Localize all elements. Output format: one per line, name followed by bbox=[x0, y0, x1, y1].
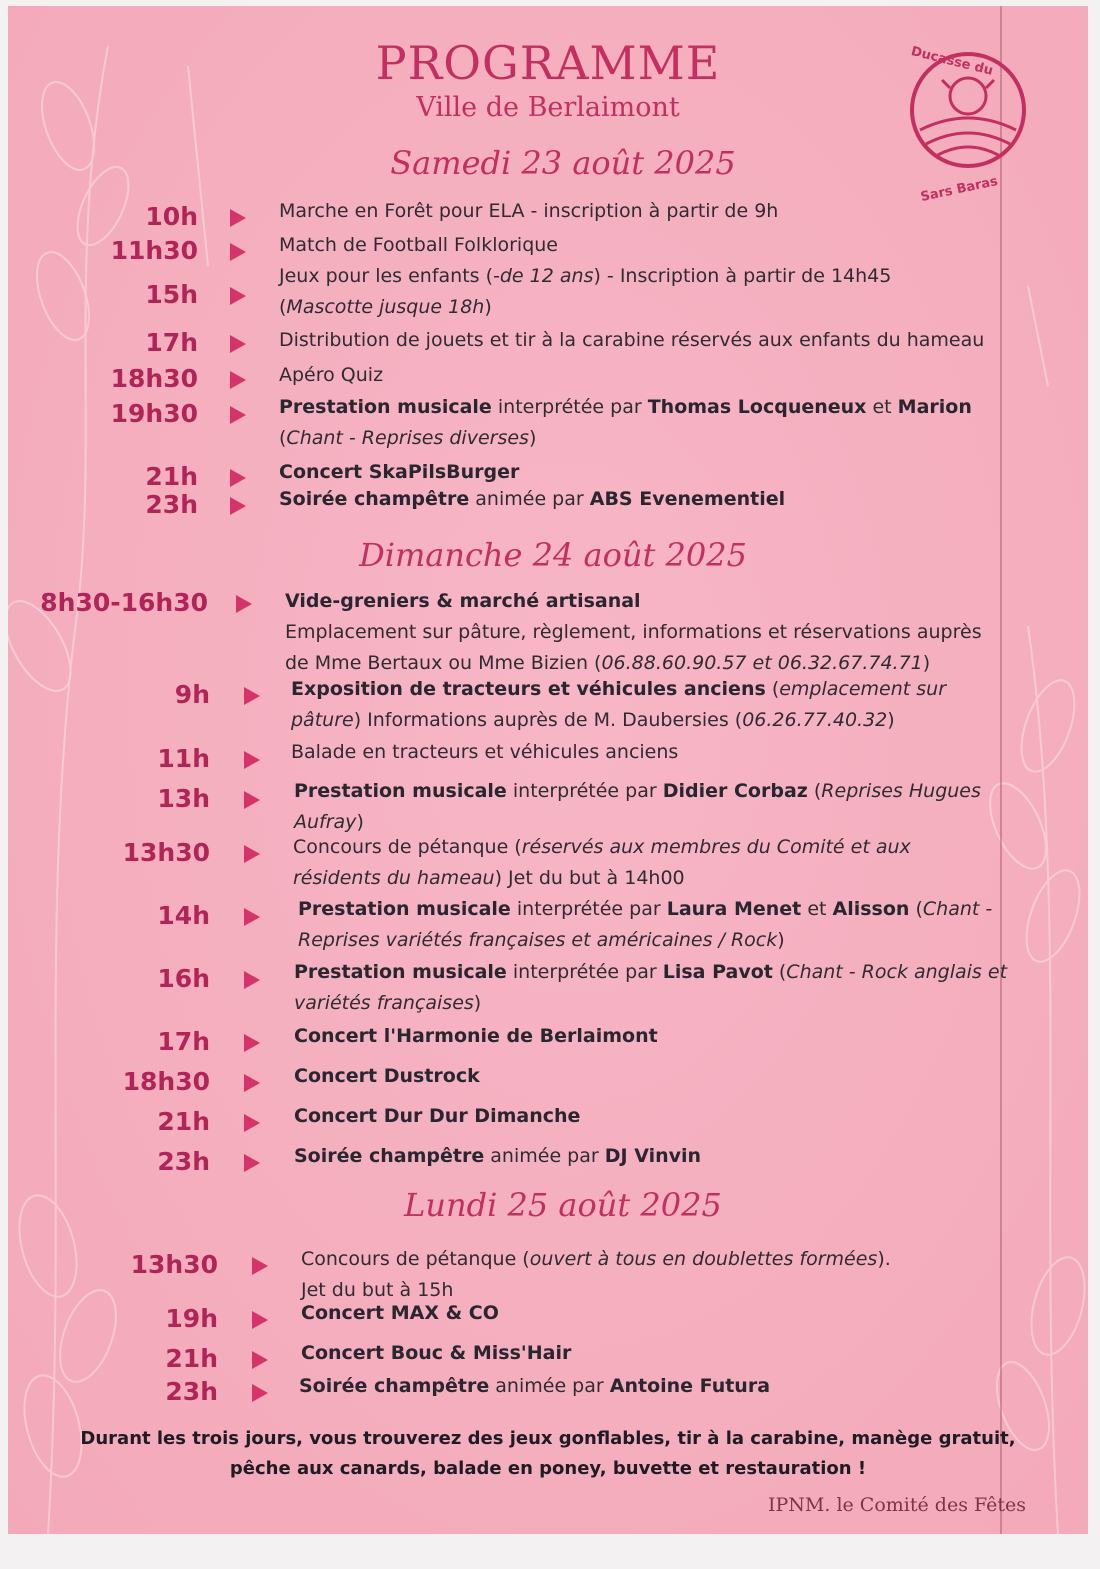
play-arrow-icon bbox=[244, 845, 260, 863]
poster bbox=[8, 6, 1088, 1534]
page-subtitle: Ville de Berlaimont bbox=[416, 92, 680, 123]
play-arrow-icon bbox=[244, 971, 260, 989]
footer-note bbox=[68, 1424, 1028, 1484]
play-arrow-icon bbox=[230, 406, 246, 424]
play-arrow-icon bbox=[244, 1034, 260, 1052]
event-description: Match de Football Folklorique bbox=[279, 234, 558, 256]
event-description: Apéro Quiz bbox=[279, 364, 384, 386]
play-arrow-icon bbox=[244, 1154, 260, 1172]
day-heading-saturday: Samedi 23 août 2025 bbox=[390, 144, 736, 182]
event-time: 21h bbox=[157, 1107, 210, 1136]
event-description: Soirée champêtre animée par DJ Vinvin bbox=[294, 1145, 702, 1167]
event-description: Prestation musicale interprétée par Laura Menet et Alisson (Chant - Reprises variétés françaises et américaines / Rock) bbox=[298, 898, 993, 951]
play-arrow-icon bbox=[244, 1074, 260, 1092]
play-arrow-icon bbox=[252, 1384, 268, 1402]
event-time: 17h bbox=[145, 328, 198, 357]
play-arrow-icon bbox=[230, 209, 246, 227]
day-heading-sunday: Dimanche 24 août 2025 bbox=[359, 536, 747, 574]
play-arrow-icon bbox=[230, 497, 246, 515]
event-description: Concert Dustrock bbox=[294, 1065, 480, 1087]
play-arrow-icon bbox=[244, 908, 260, 926]
play-arrow-icon bbox=[230, 243, 246, 261]
event-time: 13h30 bbox=[122, 838, 210, 867]
event-description: Soirée champêtre animée par ABS Evenementiel bbox=[279, 488, 786, 510]
signature: IPNM. le Comité des Fêtes bbox=[768, 1494, 1027, 1516]
event-time: 15h bbox=[145, 280, 198, 309]
event-description: Jeux pour les enfants (-de 12 ans) - Inscription à partir de 14h45 (Mascotte jusque 18h) bbox=[279, 265, 892, 318]
event-time: 8h30-16h30 bbox=[40, 588, 208, 617]
event-description: Concert Bouc & Miss'Hair bbox=[301, 1342, 572, 1364]
event-description: Concert Dur Dur Dimanche bbox=[294, 1105, 581, 1127]
event-description: Concours de pétanque (réservés aux membres du Comité et aux résidents du hameau) Jet du but à 14h00 bbox=[293, 836, 911, 889]
play-arrow-icon bbox=[230, 335, 246, 353]
event-description: Vide-greniers & marché artisanal Emplacement sur pâture, règlement, informations et réservations auprès de Mme Bertaux ou Mme Bizien (06.88.60.90.57 et 06.32.67.74.71) bbox=[285, 590, 982, 674]
event-time: 10h bbox=[145, 202, 198, 231]
play-arrow-icon bbox=[230, 287, 246, 305]
play-arrow-icon bbox=[236, 595, 252, 613]
event-time: 13h bbox=[157, 784, 210, 813]
event-time: 23h bbox=[145, 490, 198, 519]
play-arrow-icon bbox=[244, 687, 260, 705]
event-time: 18h30 bbox=[122, 1067, 210, 1096]
event-description: Balade en tracteurs et véhicules anciens bbox=[291, 741, 679, 763]
event-description: Marche en Forêt pour ELA - inscription à partir de 9h bbox=[279, 200, 779, 222]
event-description: Prestation musicale interprétée par Didier Corbaz (Reprises Hugues Aufray) bbox=[294, 780, 981, 833]
play-arrow-icon bbox=[230, 371, 246, 389]
event-description: Prestation musicale interprétée par Thomas Locqueneux et Marion (Chant - Reprises diverses) bbox=[279, 396, 972, 449]
play-arrow-icon bbox=[244, 791, 260, 809]
event-time: 14h bbox=[157, 901, 210, 930]
event-description: Concert l'Harmonie de Berlaimont bbox=[294, 1025, 658, 1047]
badge-top-text: Ducasse du bbox=[909, 44, 995, 79]
event-time: 13h30 bbox=[130, 1250, 218, 1279]
event-time: 23h bbox=[165, 1377, 218, 1406]
event-time: 11h bbox=[157, 744, 210, 773]
footer-line: Durant les trois jours, vous trouverez des jeux gonflables, tir à la carabine, manège gratuit, bbox=[80, 1428, 1016, 1449]
event-time: 21h bbox=[145, 462, 198, 491]
event-time: 18h30 bbox=[110, 364, 198, 393]
play-arrow-icon bbox=[252, 1351, 268, 1369]
play-arrow-icon bbox=[252, 1257, 268, 1275]
footer-line: pêche aux canards, balade en poney, buvette et restauration ! bbox=[229, 1458, 867, 1479]
event-description: Distribution de jouets et tir à la carabine réservés aux enfants du hameau bbox=[279, 329, 985, 351]
event-time: 17h bbox=[157, 1027, 210, 1056]
event-time: 16h bbox=[157, 964, 210, 993]
play-arrow-icon bbox=[252, 1311, 268, 1329]
play-arrow-icon bbox=[244, 1114, 260, 1132]
event-time: 21h bbox=[165, 1344, 218, 1373]
page-title: PROGRAMME bbox=[375, 36, 721, 90]
event-description: Concert SkaPilsBurger bbox=[279, 461, 520, 483]
event-time: 11h30 bbox=[110, 236, 198, 265]
event-description: Exposition de tracteurs et véhicules anciens (emplacement sur pâture) Informations auprès de M. Daubersies (06.26.77.40.32) bbox=[291, 678, 947, 731]
event-description: Concours de pétanque (ouvert à tous en doublettes formées). Jet du but à 15h bbox=[301, 1248, 891, 1301]
day-heading-monday: Lundi 25 août 2025 bbox=[404, 1186, 722, 1224]
event-time: 23h bbox=[157, 1147, 210, 1176]
event-time: 9h bbox=[174, 680, 210, 709]
event-time: 19h bbox=[165, 1304, 218, 1333]
event-description: Soirée champêtre animée par Antoine Futura bbox=[299, 1375, 771, 1397]
event-description: Concert MAX & CO bbox=[301, 1302, 499, 1324]
event-time: 19h30 bbox=[110, 399, 198, 428]
play-arrow-icon bbox=[244, 751, 260, 769]
badge-bottom-text: Sars Baras bbox=[919, 174, 1000, 205]
play-arrow-icon bbox=[230, 469, 246, 487]
event-description: Prestation musicale interprétée par Lisa Pavot (Chant - Rock anglais et variétés françaises) bbox=[294, 961, 1008, 1014]
